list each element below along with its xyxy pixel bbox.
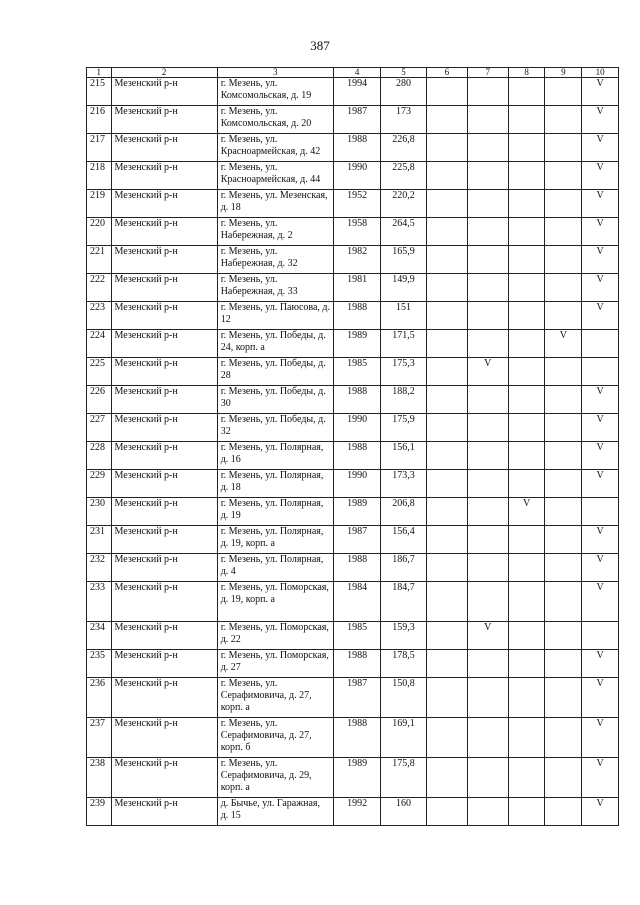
column-header: 10 [582, 68, 619, 78]
mark-cell-7 [467, 78, 508, 106]
mark-cell-10: V [582, 582, 619, 622]
table-row [87, 78, 619, 106]
area-cell: 188,2 [381, 386, 427, 414]
mark-cell-7 [467, 190, 508, 218]
row-number-cell: 224 [87, 330, 112, 358]
year-cell: 1988 [334, 302, 381, 330]
row-number-cell: 234 [87, 622, 112, 650]
mark-cell-10: V [582, 134, 619, 162]
year-cell: 1989 [334, 330, 381, 358]
district-cell: Мезенский р-н [111, 470, 217, 498]
mark-cell-7 [467, 162, 508, 190]
district-cell: Мезенский р-н [111, 650, 217, 678]
year-cell: 1990 [334, 414, 381, 442]
address-cell: г. Мезень, ул. Красноармейская, д. 44 [217, 162, 333, 190]
table-row [87, 498, 619, 526]
mark-cell-7 [467, 582, 508, 622]
year-cell: 1990 [334, 162, 381, 190]
mark-cell-7 [467, 274, 508, 302]
mark-cell-6 [427, 78, 468, 106]
mark-cell-6 [427, 718, 468, 758]
year-cell: 1992 [334, 798, 381, 826]
mark-cell-6 [427, 386, 468, 414]
district-cell: Мезенский р-н [111, 162, 217, 190]
area-cell: 171,5 [381, 330, 427, 358]
row-number-cell: 229 [87, 470, 112, 498]
mark-cell-8 [508, 758, 545, 798]
area-cell: 173,3 [381, 470, 427, 498]
mark-cell-9 [545, 274, 582, 302]
area-cell: 160 [381, 798, 427, 826]
mark-cell-9 [545, 622, 582, 650]
mark-cell-10 [582, 498, 619, 526]
mark-cell-9 [545, 582, 582, 622]
mark-cell-9 [545, 358, 582, 386]
address-cell: г. Мезень, ул. Полярная, д. 4 [217, 554, 333, 582]
page-number: 387 [310, 38, 330, 53]
year-cell: 1988 [334, 134, 381, 162]
mark-cell-6 [427, 414, 468, 442]
area-cell: 151 [381, 302, 427, 330]
address-cell: г. Мезень, ул. Мезенская, д. 18 [217, 190, 333, 218]
mark-cell-7 [467, 718, 508, 758]
mark-cell-8 [508, 582, 545, 622]
mark-cell-7 [467, 470, 508, 498]
year-cell: 1987 [334, 526, 381, 554]
mark-cell-7 [467, 650, 508, 678]
district-cell: Мезенский р-н [111, 134, 217, 162]
year-cell: 1990 [334, 470, 381, 498]
district-cell: Мезенский р-н [111, 218, 217, 246]
row-number-cell: 219 [87, 190, 112, 218]
mark-cell-8 [508, 246, 545, 274]
mark-cell-6 [427, 798, 468, 826]
mark-cell-9 [545, 302, 582, 330]
mark-cell-6 [427, 582, 468, 622]
address-cell: г. Мезень, ул. Комсомольская, д. 19 [217, 78, 333, 106]
mark-cell-8 [508, 718, 545, 758]
district-cell: Мезенский р-н [111, 798, 217, 826]
year-cell: 1988 [334, 386, 381, 414]
row-number-cell: 222 [87, 274, 112, 302]
mark-cell-7 [467, 798, 508, 826]
table-body [87, 78, 619, 826]
address-cell: г. Мезень, ул. Набережная, д. 32 [217, 246, 333, 274]
address-cell: г. Мезень, ул. Полярная, д. 19, корп. а [217, 526, 333, 554]
address-cell: г. Мезень, ул. Поморская, д. 27 [217, 650, 333, 678]
table-row [87, 218, 619, 246]
mark-cell-10: V [582, 162, 619, 190]
year-cell: 1989 [334, 758, 381, 798]
address-cell: г. Мезень, ул. Серафимовича, д. 27, корп. а [217, 678, 333, 718]
address-cell: г. Мезень, ул. Набережная, д. 2 [217, 218, 333, 246]
mark-cell-10 [582, 330, 619, 358]
mark-cell-9 [545, 106, 582, 134]
table-row [87, 274, 619, 302]
mark-cell-6 [427, 106, 468, 134]
mark-cell-9 [545, 758, 582, 798]
column-header: 1 [87, 68, 112, 78]
mark-cell-8 [508, 330, 545, 358]
column-header: 5 [381, 68, 427, 78]
district-cell: Мезенский р-н [111, 526, 217, 554]
row-number-cell: 215 [87, 78, 112, 106]
mark-cell-8 [508, 218, 545, 246]
column-number-row [87, 68, 619, 78]
mark-cell-7 [467, 134, 508, 162]
table-row [87, 650, 619, 678]
table-row [87, 622, 619, 650]
mark-cell-10: V [582, 650, 619, 678]
district-cell: Мезенский р-н [111, 442, 217, 470]
column-header: 4 [334, 68, 381, 78]
mark-cell-7 [467, 302, 508, 330]
address-cell: г. Мезень, ул. Победы, д. 30 [217, 386, 333, 414]
address-cell: г. Мезень, ул. Серафимовича, д. 29, корп. а [217, 758, 333, 798]
column-header: 9 [545, 68, 582, 78]
mark-cell-10 [582, 358, 619, 386]
row-number-cell: 217 [87, 134, 112, 162]
year-cell: 1987 [334, 106, 381, 134]
mark-cell-9 [545, 78, 582, 106]
row-number-cell: 233 [87, 582, 112, 622]
row-number-cell: 223 [87, 302, 112, 330]
table-row [87, 246, 619, 274]
mark-cell-10: V [582, 526, 619, 554]
mark-cell-7 [467, 246, 508, 274]
mark-cell-10: V [582, 274, 619, 302]
area-cell: 159,3 [381, 622, 427, 650]
mark-cell-9 [545, 498, 582, 526]
mark-cell-9 [545, 650, 582, 678]
year-cell: 1981 [334, 274, 381, 302]
row-number-cell: 220 [87, 218, 112, 246]
mark-cell-6 [427, 470, 468, 498]
table-row [87, 134, 619, 162]
housing-registry-table [86, 67, 619, 826]
row-number-cell: 235 [87, 650, 112, 678]
mark-cell-8 [508, 162, 545, 190]
mark-cell-10: V [582, 414, 619, 442]
mark-cell-7 [467, 498, 508, 526]
area-cell: 184,7 [381, 582, 427, 622]
mark-cell-8 [508, 414, 545, 442]
district-cell: Мезенский р-н [111, 246, 217, 274]
year-cell: 1988 [334, 554, 381, 582]
mark-cell-9 [545, 798, 582, 826]
table-row [87, 718, 619, 758]
mark-cell-8 [508, 190, 545, 218]
column-header: 7 [467, 68, 508, 78]
row-number-cell: 218 [87, 162, 112, 190]
mark-cell-8 [508, 678, 545, 718]
district-cell: Мезенский р-н [111, 274, 217, 302]
row-number-cell: 228 [87, 442, 112, 470]
mark-cell-7 [467, 678, 508, 718]
address-cell: г. Мезень, ул. Комсомольская, д. 20 [217, 106, 333, 134]
year-cell: 1987 [334, 678, 381, 718]
year-cell: 1985 [334, 622, 381, 650]
table-row [87, 414, 619, 442]
area-cell: 186,7 [381, 554, 427, 582]
mark-cell-7 [467, 526, 508, 554]
address-cell: г. Мезень, ул. Победы, д. 32 [217, 414, 333, 442]
table-row [87, 106, 619, 134]
district-cell: Мезенский р-н [111, 678, 217, 718]
area-cell: 206,8 [381, 498, 427, 526]
mark-cell-6 [427, 134, 468, 162]
area-cell: 173 [381, 106, 427, 134]
row-number-cell: 221 [87, 246, 112, 274]
mark-cell-7 [467, 330, 508, 358]
row-number-cell: 232 [87, 554, 112, 582]
district-cell: Мезенский р-н [111, 78, 217, 106]
mark-cell-10: V [582, 302, 619, 330]
area-cell: 225,8 [381, 162, 427, 190]
area-cell: 175,9 [381, 414, 427, 442]
mark-cell-9 [545, 470, 582, 498]
year-cell: 1988 [334, 718, 381, 758]
table-row [87, 442, 619, 470]
district-cell: Мезенский р-н [111, 414, 217, 442]
table-row [87, 358, 619, 386]
mark-cell-9 [545, 554, 582, 582]
address-cell: г. Мезень, ул. Победы, д. 24, корп. а [217, 330, 333, 358]
row-number-cell: 225 [87, 358, 112, 386]
area-cell: 149,9 [381, 274, 427, 302]
table-row [87, 386, 619, 414]
district-cell: Мезенский р-н [111, 582, 217, 622]
mark-cell-10: V [582, 106, 619, 134]
address-cell: г. Мезень, ул. Поморская, д. 22 [217, 622, 333, 650]
table-row [87, 162, 619, 190]
address-cell: г. Мезень, ул. Победы, д. 28 [217, 358, 333, 386]
mark-cell-9 [545, 190, 582, 218]
table-row [87, 526, 619, 554]
mark-cell-10: V [582, 798, 619, 826]
district-cell: Мезенский р-н [111, 386, 217, 414]
address-cell: г. Мезень, ул. Полярная, д. 18 [217, 470, 333, 498]
table-row [87, 798, 619, 826]
mark-cell-6 [427, 442, 468, 470]
mark-cell-6 [427, 218, 468, 246]
mark-cell-6 [427, 302, 468, 330]
mark-cell-6 [427, 246, 468, 274]
mark-cell-7: V [467, 622, 508, 650]
table-row [87, 582, 619, 622]
address-cell: г. Мезень, ул. Полярная, д. 19 [217, 498, 333, 526]
address-cell: г. Мезень, ул. Красноармейская, д. 42 [217, 134, 333, 162]
column-header: 6 [427, 68, 468, 78]
area-cell: 156,4 [381, 526, 427, 554]
row-number-cell: 236 [87, 678, 112, 718]
row-number-cell: 238 [87, 758, 112, 798]
column-header: 8 [508, 68, 545, 78]
mark-cell-6 [427, 758, 468, 798]
year-cell: 1958 [334, 218, 381, 246]
mark-cell-9 [545, 246, 582, 274]
mark-cell-6 [427, 554, 468, 582]
district-cell: Мезенский р-н [111, 622, 217, 650]
mark-cell-10: V [582, 554, 619, 582]
district-cell: Мезенский р-н [111, 758, 217, 798]
address-cell: д. Бычье, ул. Гаражная, д. 15 [217, 798, 333, 826]
year-cell: 1988 [334, 442, 381, 470]
mark-cell-10 [582, 622, 619, 650]
row-number-cell: 237 [87, 718, 112, 758]
mark-cell-9 [545, 414, 582, 442]
row-number-cell: 231 [87, 526, 112, 554]
mark-cell-9: V [545, 330, 582, 358]
district-cell: Мезенский р-н [111, 330, 217, 358]
area-cell: 175,8 [381, 758, 427, 798]
year-cell: 1985 [334, 358, 381, 386]
area-cell: 165,9 [381, 246, 427, 274]
column-header: 3 [217, 68, 333, 78]
mark-cell-8 [508, 386, 545, 414]
mark-cell-7 [467, 554, 508, 582]
area-cell: 175,3 [381, 358, 427, 386]
district-cell: Мезенский р-н [111, 718, 217, 758]
year-cell: 1989 [334, 498, 381, 526]
district-cell: Мезенский р-н [111, 358, 217, 386]
mark-cell-8 [508, 554, 545, 582]
area-cell: 264,5 [381, 218, 427, 246]
year-cell: 1988 [334, 650, 381, 678]
mark-cell-9 [545, 218, 582, 246]
area-cell: 220,2 [381, 190, 427, 218]
table-row [87, 330, 619, 358]
mark-cell-10: V [582, 246, 619, 274]
mark-cell-8 [508, 78, 545, 106]
mark-cell-6 [427, 650, 468, 678]
mark-cell-8 [508, 106, 545, 134]
column-header: 2 [111, 68, 217, 78]
mark-cell-7 [467, 106, 508, 134]
mark-cell-9 [545, 442, 582, 470]
mark-cell-10: V [582, 218, 619, 246]
row-number-cell: 239 [87, 798, 112, 826]
mark-cell-9 [545, 162, 582, 190]
address-cell: г. Мезень, ул. Полярная, д. 16 [217, 442, 333, 470]
area-cell: 280 [381, 78, 427, 106]
mark-cell-9 [545, 526, 582, 554]
mark-cell-6 [427, 678, 468, 718]
address-cell: г. Мезень, ул. Серафимовича, д. 27, корп. б [217, 718, 333, 758]
mark-cell-8 [508, 442, 545, 470]
mark-cell-9 [545, 134, 582, 162]
mark-cell-6 [427, 330, 468, 358]
address-cell: г. Мезень, ул. Паюсова, д. 12 [217, 302, 333, 330]
area-cell: 178,5 [381, 650, 427, 678]
mark-cell-7 [467, 442, 508, 470]
mark-cell-8 [508, 134, 545, 162]
mark-cell-8 [508, 798, 545, 826]
district-cell: Мезенский р-н [111, 302, 217, 330]
table-row [87, 470, 619, 498]
mark-cell-10: V [582, 442, 619, 470]
mark-cell-8 [508, 274, 545, 302]
year-cell: 1982 [334, 246, 381, 274]
mark-cell-8 [508, 358, 545, 386]
mark-cell-10: V [582, 678, 619, 718]
mark-cell-6 [427, 358, 468, 386]
mark-cell-8 [508, 302, 545, 330]
mark-cell-9 [545, 678, 582, 718]
table-row [87, 302, 619, 330]
mark-cell-10: V [582, 78, 619, 106]
mark-cell-6 [427, 622, 468, 650]
district-cell: Мезенский р-н [111, 190, 217, 218]
year-cell: 1984 [334, 582, 381, 622]
mark-cell-7 [467, 414, 508, 442]
mark-cell-9 [545, 718, 582, 758]
mark-cell-10: V [582, 470, 619, 498]
address-cell: г. Мезень, ул. Поморская, д. 19, корп. а [217, 582, 333, 622]
mark-cell-6 [427, 498, 468, 526]
year-cell: 1994 [334, 78, 381, 106]
district-cell: Мезенский р-н [111, 554, 217, 582]
mark-cell-10: V [582, 190, 619, 218]
area-cell: 169,1 [381, 718, 427, 758]
area-cell: 156,1 [381, 442, 427, 470]
mark-cell-10: V [582, 758, 619, 798]
mark-cell-8 [508, 526, 545, 554]
mark-cell-7 [467, 386, 508, 414]
mark-cell-6 [427, 274, 468, 302]
mark-cell-7: V [467, 358, 508, 386]
district-cell: Мезенский р-н [111, 498, 217, 526]
mark-cell-7 [467, 758, 508, 798]
mark-cell-6 [427, 162, 468, 190]
table-row [87, 554, 619, 582]
mark-cell-6 [427, 190, 468, 218]
table-row [87, 758, 619, 798]
mark-cell-7 [467, 218, 508, 246]
mark-cell-8: V [508, 498, 545, 526]
mark-cell-6 [427, 526, 468, 554]
district-cell: Мезенский р-н [111, 106, 217, 134]
mark-cell-10: V [582, 718, 619, 758]
mark-cell-8 [508, 622, 545, 650]
address-cell: г. Мезень, ул. Набережная, д. 33 [217, 274, 333, 302]
mark-cell-8 [508, 650, 545, 678]
row-number-cell: 226 [87, 386, 112, 414]
area-cell: 226,8 [381, 134, 427, 162]
year-cell: 1952 [334, 190, 381, 218]
table-row [87, 190, 619, 218]
mark-cell-9 [545, 386, 582, 414]
table-row [87, 678, 619, 718]
mark-cell-8 [508, 470, 545, 498]
mark-cell-10: V [582, 386, 619, 414]
row-number-cell: 216 [87, 106, 112, 134]
area-cell: 150,8 [381, 678, 427, 718]
row-number-cell: 227 [87, 414, 112, 442]
row-number-cell: 230 [87, 498, 112, 526]
